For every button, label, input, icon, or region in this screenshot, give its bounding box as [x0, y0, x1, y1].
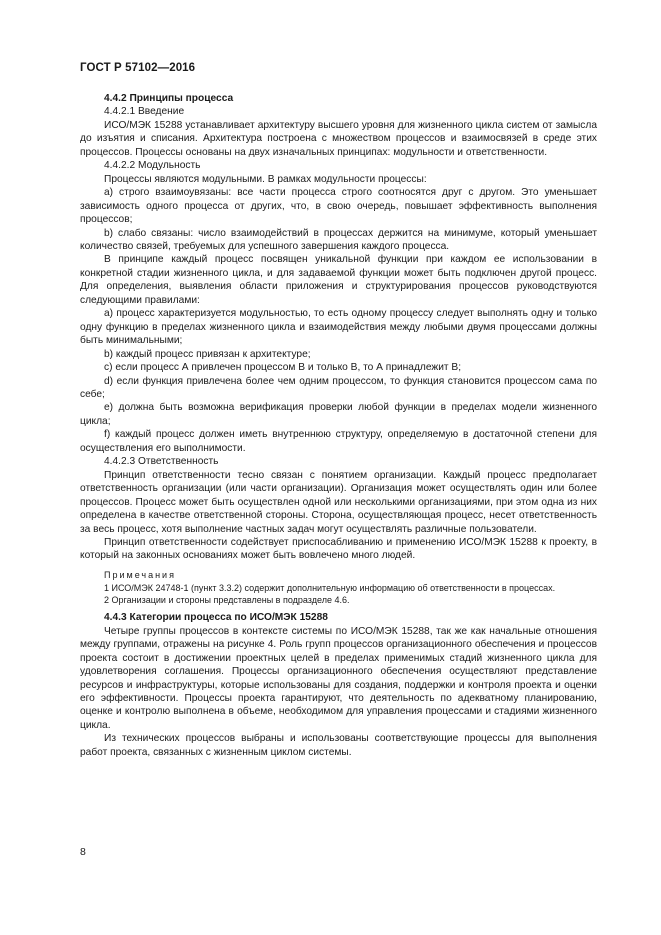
subsection-heading-4-4-2-2: 4.4.2.2 Модульность — [104, 160, 201, 172]
list-item: a) строго взаимоувязаны: все части процесса строго соотносятся друг с другом. Это уменьшает зависимость одного процесса от других, что, в свою очередь, повышает эффективность выполнения процессов; — [80, 187, 597, 226]
notes-title: Примечания — [104, 569, 176, 580]
section-heading-4-4-3: 4.4.3 Категории процесса по ИСО/МЭК 15288 — [104, 612, 328, 624]
note-item: 2 Организации и стороны представлены в подразделе 4.6. — [104, 595, 350, 606]
list-item: c) если процесс А привлечен процессом В и только В, то А принадлежит В; — [104, 362, 462, 374]
document-body — [80, 92, 597, 759]
paragraph: ИСО/МЭК 15288 устанавливает архитектуру высшего уровня для жизненного цикла систем от замысла до изъятия и списания. Архитектура построена с множеством процессов и взаимосвязей в среде этих процессов. Процессы основаны на двух изначальных принципах: модульности и ответственности. — [80, 119, 597, 158]
page-number: 8 — [80, 846, 86, 858]
paragraph: Четыре группы процессов в контексте системы по ИСО/МЭК 15288, так же как начальные отношения между группами, отражены на рисунке 4. Роль групп процессов организационного обеспечения и процессов проекта состоит в достижении проектных целей в пределах применимых стадий жизненного цикла для удовлетворения соглашения. Процессы организационного обеспечения осуществляют представление ресурсов и инфраструктуры, которые использованы для создания, поддержки и контроля проекта и оценки его эффективности. Процессы проекта гарантируют, что деятельность по адекватному планированию, оценке и контролю выполнена в объеме, необходимом для управления процессами и стадиями жизненного цикла. — [80, 625, 597, 731]
document-header: ГОСТ Р 57102—2016 — [80, 62, 196, 74]
section-heading-4-4-2: 4.4.2 Принципы процесса — [104, 93, 234, 104]
paragraph: Из технических процессов выбраны и использованы соответствующие процессы для выполнения работ проекта, связанных с жизненным циклом системы. — [80, 733, 597, 758]
paragraph: В принципе каждый процесс посвящен уникальной функции при каждом ее использовании в конкретной стадии жизненного цикла, и для задаваемой функции может быть подключен другой процесс. Для определения, выявления области приложения и структурирования процессов руководствуются следующими правилами: — [80, 254, 597, 306]
paragraph: Принцип ответственности тесно связан с понятием организации. Каждый процесс предполагает ответственность организации (или части организации). Организация может осуществлять один или более процессов. Процесс может быть осуществлен одной или несколькими организациями, при этом одна из них определена в качестве ответственной стороны. Сторона, осуществляющая процесс, несет ответственность за весь процесс, хотя выполнение частных задач могут осуществлять различные пользователи. — [80, 469, 597, 535]
list-item: d) если функция привлечена более чем одним процессом, то функция становится процессом сама по себе; — [80, 375, 597, 400]
paragraph: Процессы являются модульными. В рамках модульности процессы: — [104, 173, 427, 185]
list-item: e) должна быть возможна верификация проверки любой функции в пределах модели жизненного цикла; — [80, 402, 597, 427]
list-item: b) слабо связаны: число взаимодействий в процессах держится на минимуме, который уменьшает количество связей, требуемых для успешного завершения каждого процесса. — [80, 227, 597, 252]
subsection-heading-4-4-2-3: 4.4.2.3 Ответственность — [104, 456, 219, 468]
list-item: f) каждый процесс должен иметь внутреннюю структуру, определяемую в достаточной степени для осуществления его выполнимости. — [80, 429, 597, 454]
list-item: a) процесс характеризуется модульностью, то есть одному процессу следует выполнять одну и только одну функцию в пределах жизненного цикла и взаимодействия между любыми двумя процессами должны быть минимальными; — [80, 308, 597, 347]
paragraph: Принцип ответственности содействует приспосабливанию и применению ИСО/МЭК 15288 к проекту, в который на законных основаниях может быть вовлечено много людей. — [80, 536, 597, 562]
subsection-heading-4-4-2-1: 4.4.2.1 Введение — [104, 106, 185, 118]
list-item: b) каждый процесс привязан к архитектуре; — [104, 348, 311, 360]
note-item: 1 ИСО/МЭК 24748-1 (пункт 3.3.2) содержит дополнительную информацию об ответственности в процессах. — [104, 583, 556, 594]
